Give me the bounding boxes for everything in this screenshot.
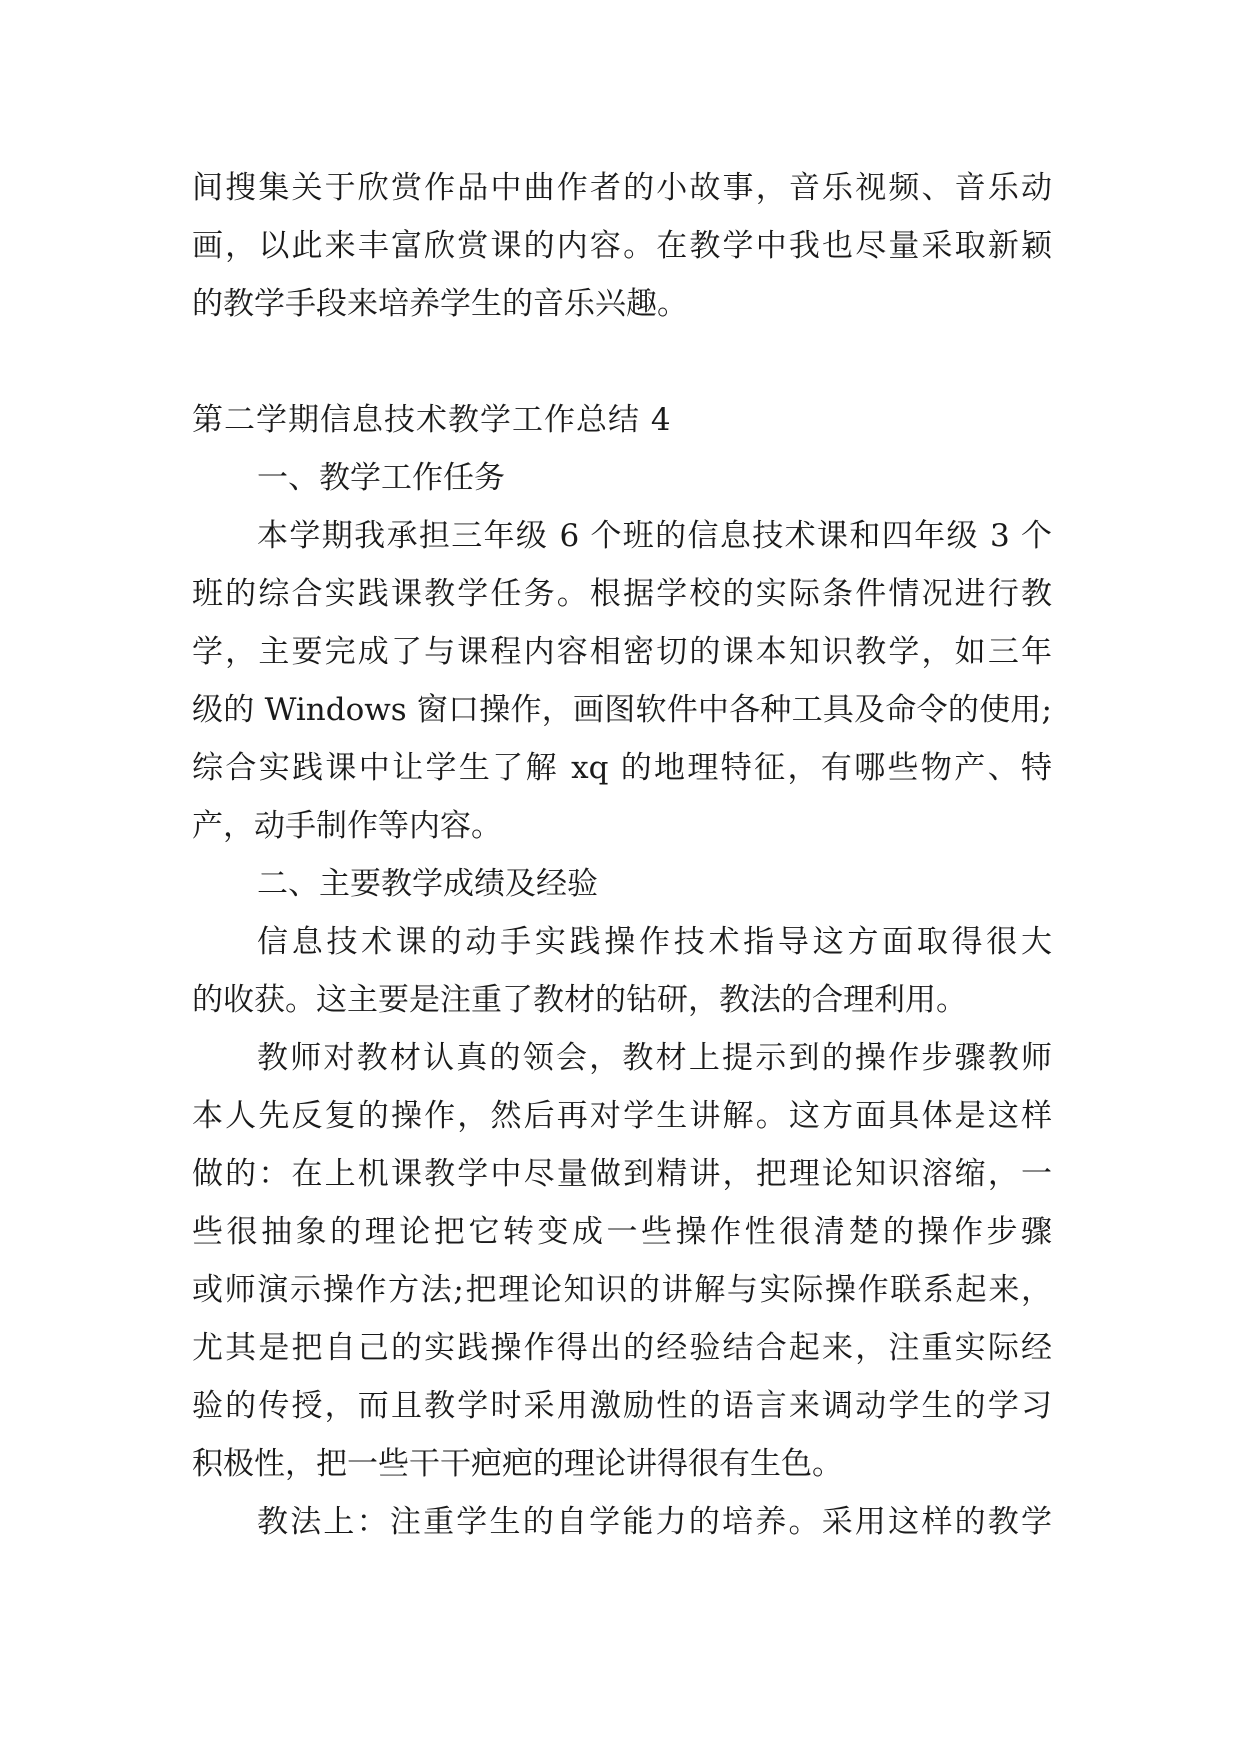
paragraph-line: 尤其是把自己的实践操作得出的经验结合起来，注重实际经: [192, 1330, 1052, 1366]
paragraph-line: 产，动手制作等内容。: [192, 808, 502, 844]
paragraph-line: 的教学手段来培养学生的音乐兴趣。: [192, 286, 688, 322]
paragraph-line: 验的传授，而且教学时采用激励性的语言来调动学生的学习: [192, 1388, 1052, 1424]
paragraph-line: 做的：在上机课教学中尽量做到精讲，把理论知识溶缩，一: [192, 1156, 1052, 1192]
paragraph-line: 或师演示操作方法;把理论知识的讲解与实际操作联系起来，: [192, 1272, 1052, 1308]
paragraph-line: 教师对教材认真的领会，教材上提示到的操作步骤教师: [257, 1040, 1052, 1076]
paragraph-line: 间搜集关于欣赏作品中曲作者的小故事，音乐视频、音乐动: [192, 170, 1052, 206]
paragraph-line: 本学期我承担三年级 6 个班的信息技术课和四年级 3 个: [257, 518, 1052, 554]
paragraph-line: 的收获。这主要是注重了教材的钻研，教法的合理利用。: [192, 982, 967, 1018]
paragraph-line: 班的综合实践课教学任务。根据学校的实际条件情况进行教: [192, 576, 1052, 612]
paragraph-line: 级的 Windows 窗口操作，画图软件中各种工具及命令的使用;: [192, 692, 1052, 728]
section-title: 第二学期信息技术教学工作总结 4: [192, 402, 672, 438]
paragraph-line: 教法上：注重学生的自学能力的培养。采用这样的教学: [257, 1504, 1052, 1540]
subheading: 一、教学工作任务: [257, 460, 505, 496]
paragraph-line: 信息技术课的动手实践操作技术指导这方面取得很大: [257, 924, 1052, 960]
paragraph-line: 画，以此来丰富欣赏课的内容。在教学中我也尽量采取新颖: [192, 228, 1052, 264]
paragraph-line: 学，主要完成了与课程内容相密切的课本知识教学，如三年: [192, 634, 1052, 670]
paragraph-line: 些很抽象的理论把它转变成一些操作性很清楚的操作步骤: [192, 1214, 1052, 1250]
paragraph-line: 积极性，把一些干干疤疤的理论讲得很有生色。: [192, 1446, 843, 1482]
paragraph-line: 综合实践课中让学生了解 xq 的地理特征，有哪些物产、特: [192, 750, 1052, 786]
subheading: 二、主要教学成绩及经验: [257, 866, 598, 902]
paragraph-line: 本人先反复的操作，然后再对学生讲解。这方面具体是这样: [192, 1098, 1052, 1134]
